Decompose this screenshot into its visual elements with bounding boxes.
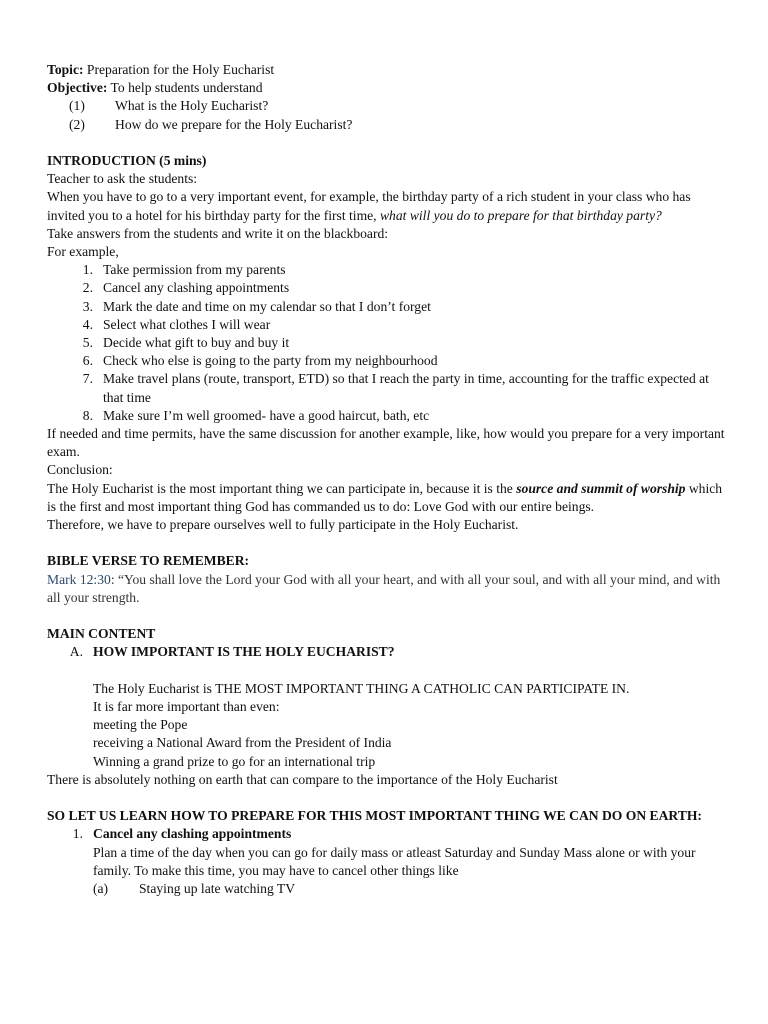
objective-item (47, 116, 727, 134)
step-1-number: 1. (72, 826, 83, 842)
conclusion-paragraph (47, 480, 727, 516)
intro-example-label: For example, (47, 244, 119, 260)
list-item-text: Take permission from my parents (103, 262, 286, 278)
list-item-text: Make sure I’m well groomed- have a good haircut, bath, etc (103, 407, 430, 423)
list-item (47, 334, 727, 352)
list-number: 2. (82, 280, 93, 296)
list-number: 7. (82, 371, 93, 387)
list-item-text: Mark the date and time on my calendar so that I don’t forget (103, 298, 431, 314)
list-number: 3. (82, 298, 93, 314)
intro-paragraph-question: what will you do to prepare for that birthday party? (379, 207, 662, 223)
list-item (47, 261, 727, 279)
step-1-heading (47, 825, 727, 843)
conclusion-text-1: The Holy Eucharist is the most important thing we can participate in, because it is the (47, 480, 517, 496)
objective-text: To help students understand (107, 80, 263, 96)
list-item-text: Check who else is going to the party from my neighbourhood (103, 353, 438, 369)
sub-item-number: (a) (93, 881, 109, 897)
learn-heading (47, 807, 727, 825)
intro-take-answers: Take answers from the students and write it on the blackboard: (47, 225, 389, 241)
if-needed-paragraph: If needed and time permits, have the same discussion for another example, like, how would you prepare for a very important exam. (47, 426, 725, 460)
preparation-list (47, 261, 727, 425)
list-item (47, 370, 727, 406)
objective-label: Objective: (47, 80, 108, 96)
list-item (47, 279, 727, 297)
objective-item (47, 97, 727, 115)
nothing-compares-line: There is absolutely nothing on earth that can compare to the importance of the Holy Eucharist (47, 771, 558, 787)
conclusion-emphasis: source and summit of worship (516, 480, 686, 496)
topic-text: Preparation for the Holy Eucharist (83, 62, 275, 77)
importance-line: Winning a grand prize to go for an international trip (93, 753, 376, 769)
intro-heading (47, 152, 727, 170)
importance-block (47, 680, 727, 771)
bible-heading-text: BIBLE VERSE TO REMEMBER: (47, 553, 250, 569)
section-a-heading (47, 643, 727, 661)
bible-verse (47, 571, 727, 607)
list-item (47, 352, 727, 370)
list-item (47, 407, 727, 425)
intro-line: Teacher to ask the students: (47, 171, 198, 187)
list-item-text: Select what clothes I will wear (103, 316, 271, 332)
list-item (47, 298, 727, 316)
step-1-sub-item (47, 880, 727, 898)
verse-reference-link[interactable]: Mark 12:30 (47, 571, 111, 587)
importance-line: It is far more important than even: (93, 699, 280, 715)
list-number: 6. (82, 353, 93, 369)
main-heading (47, 625, 727, 643)
step-1-text: Plan a time of the day when you can go for daily mass or atleast Saturday and Sunday Mass alone or with your family. To make this time, you may have to cancel other things like (93, 844, 696, 878)
list-number: 4. (82, 316, 93, 332)
main-heading-text: MAIN CONTENT (47, 626, 156, 642)
conclusion-text-2: which is the first and most important thing God has commanded us to do: Love God with our entire beings. (47, 480, 723, 514)
importance-line: The Holy Eucharist is THE MOST IMPORTANT THING A CATHOLIC CAN PARTICIPATE IN. (93, 680, 630, 696)
objectives-list (47, 97, 727, 133)
list-item-text: Cancel any clashing appointments (103, 280, 290, 296)
sub-item-text: Staying up late watching TV (139, 881, 296, 897)
learn-heading-text: SO LET US LEARN HOW TO PREPARE FOR THIS MOST IMPORTANT THING WE CAN DO ON EARTH: (47, 808, 702, 824)
list-item-text: Decide what gift to buy and buy it (103, 335, 290, 351)
list-number: 5. (82, 335, 93, 351)
document-page (47, 61, 727, 898)
list-number: 1. (82, 262, 93, 278)
intro-paragraph-text: When you have to go to a very important event, for example, the birthday party of a rich student in your class who has invited you to a hotel for his birthday party for the first time, (47, 189, 691, 223)
objective-item-text: What is the Holy Eucharist? (115, 98, 269, 114)
objective-line (47, 79, 727, 97)
bible-heading (47, 552, 727, 570)
therefore-paragraph: Therefore, we have to prepare ourselves well to fully participate in the Holy Eucharist. (47, 517, 519, 533)
conclusion-label: Conclusion: (47, 462, 113, 478)
objective-number: (2) (69, 116, 85, 132)
topic-label: Topic: (47, 62, 84, 77)
intro-paragraph (47, 188, 727, 224)
section-a-number: A. (69, 644, 83, 660)
topic-line (47, 61, 727, 79)
importance-line: receiving a National Award from the President of India (93, 735, 392, 751)
step-1-title: Cancel any clashing appointments (93, 826, 292, 842)
section-a-title: HOW IMPORTANT IS THE HOLY EUCHARIST? (93, 644, 395, 660)
intro-heading-text: INTRODUCTION (5 mins) (47, 153, 207, 168)
verse-text: : “You shall love the Lord your God with all your heart, and with all your soul, and with all your mind, and with all your strength. (47, 571, 721, 605)
objective-item-text: How do we prepare for the Holy Eucharist? (115, 116, 353, 132)
list-number: 8. (82, 407, 93, 423)
importance-line: meeting the Pope (93, 717, 188, 733)
list-item (47, 316, 727, 334)
objective-number: (1) (69, 98, 85, 114)
list-item-text: Make travel plans (route, transport, ETD) so that I reach the party in time, accounting for the traffic expected at that time (103, 371, 709, 405)
